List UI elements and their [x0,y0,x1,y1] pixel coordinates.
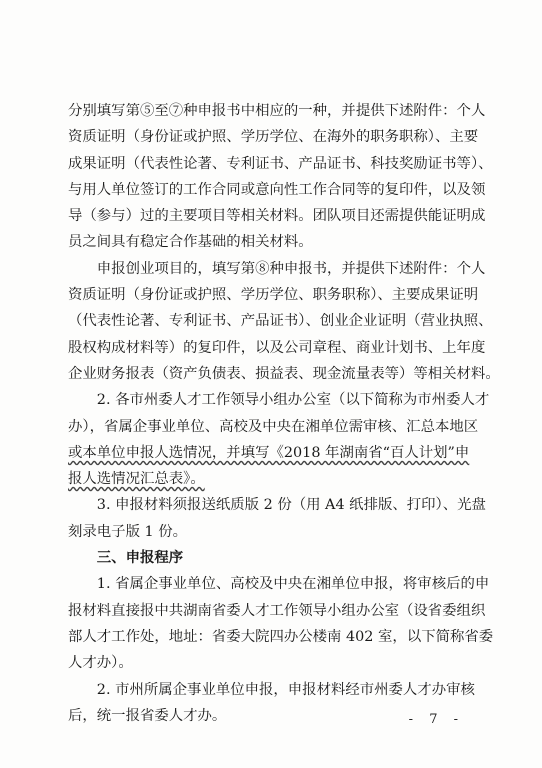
text-line: 股权构成材料等）的复印件，以及公司章程、商业计划书、上年度 [68,339,486,356]
section-heading-procedure: 三、申报程序 [96,549,184,567]
paragraph-item-2 [68,387,490,492]
text-line: 申报创业项目的，填写第⑧种申报书，并提供下述附件：个人 [96,260,486,277]
page-number: - 7 - [408,712,464,727]
paragraph-item-3 [68,492,486,545]
text-line: 人才办）。 [68,655,133,672]
text-line: 企业财务报表（资产负债表、损益表、现金流量表等）等相关材料。 [68,365,500,382]
text-line: 导（参与）过的主要项目等相关材料。团队项目还需提供能证明成 [68,208,486,225]
text-line: （代表性论著、专利证书、产品证书）、创业企业证明（营业执照、 [68,313,493,330]
text-line: 员之间具有稳定合作基础的相关材料。 [68,234,313,251]
text-line: 办），省属企事业单位、高校及中央在湘单位需审核、汇总本地区 [68,418,479,435]
text-line: 或本单位申报人选情况，并填写《2018 年湖南省“百人计划”申 [68,444,470,461]
text-line: 部人才工作处，地址：省委大院四办公楼南 402 室，以下简称省委 [68,628,494,645]
text-line: 资质证明（身份证或护照、学历学位、在海外的职务职称）、主要 [68,129,479,146]
text-line: 报人选情况汇总表》。 [68,471,205,488]
text-line: 成果证明（代表性论著、专利证书、产品证书、科技奖励证书等）、 [68,155,493,172]
paragraph-procedure-1 [68,571,494,676]
text-line: 1. 省属企事业单位、高校及中央在湘单位申报，将审核后的申 [96,576,490,593]
document-body [68,98,500,729]
text-line: 与用人单位签订的工作合同或意向性工作合同等的复印件，以及领 [68,181,486,198]
text-line: 2. 各市州委人才工作领导小组办公室（以下简称为市州委人才 [96,392,490,409]
text-line: 3. 申报材料须报送纸质版 2 份（用 A4 纸排版、打印）、光盘 [96,497,486,514]
text-line: 后，统一报省委人才办。 [68,707,227,724]
paragraph-attachments-talent [68,98,493,256]
text-line: 刻录电子版 1 份。 [68,523,188,540]
paragraph-startup-projects [68,256,500,387]
text-line: 资质证明（身份证或护照、学历学位、职务职称）、主要成果证明 [68,287,479,304]
text-line: 分别填写第⑤至⑦种申报书中相应的一种，并提供下述附件：个人 [68,103,486,119]
text-line: 2. 市州所属企事业单位申报，申报材料经市州委人才办审核 [96,681,475,698]
text-line: 报材料直接报中共湖南省委人才工作领导小组办公室（设省委组织 [68,602,486,619]
